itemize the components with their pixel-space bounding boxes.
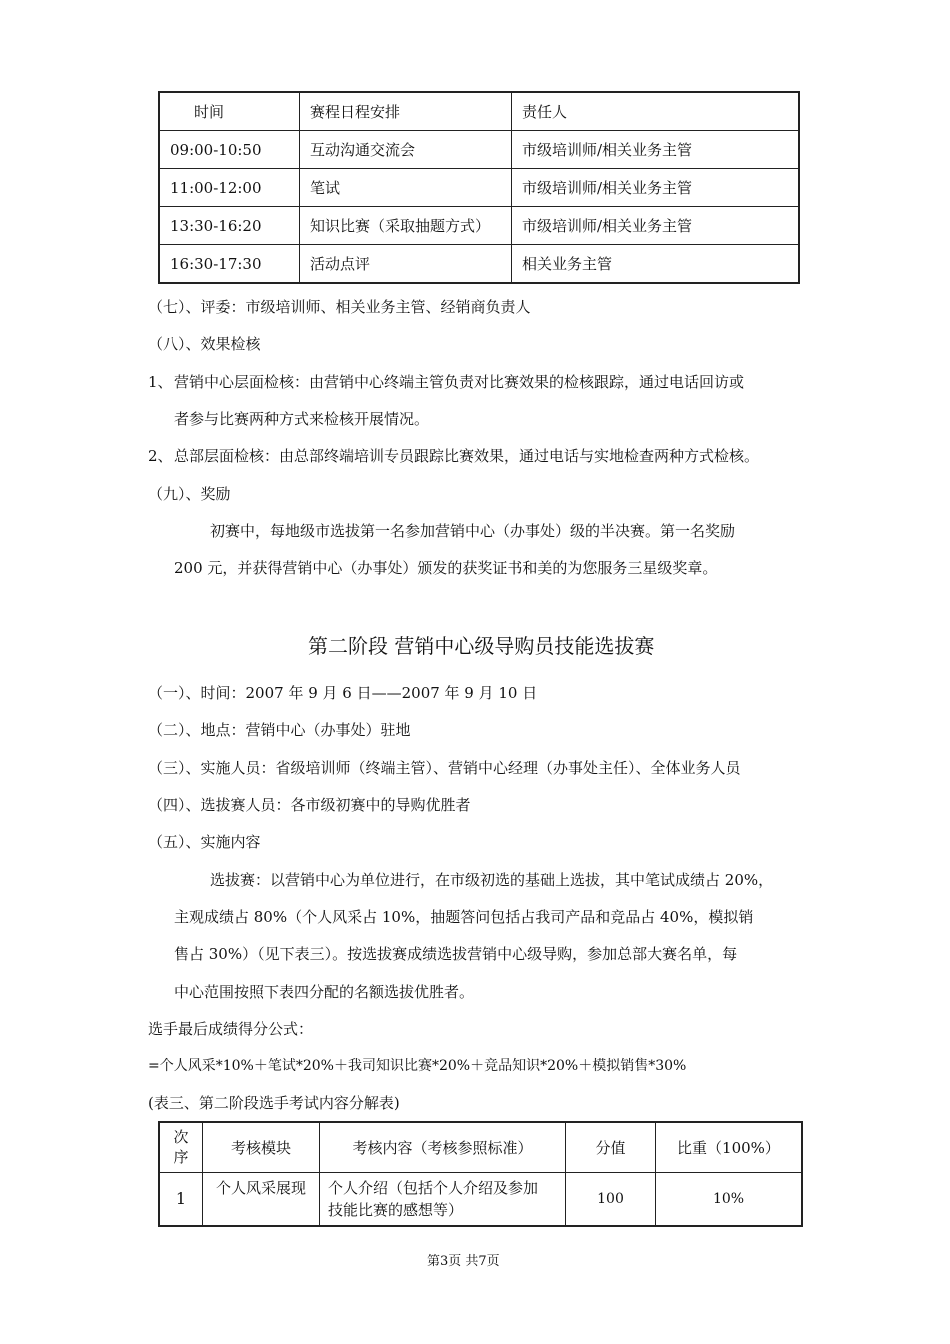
table-cell: 1	[159, 1172, 203, 1226]
section-8-heading: （八）、效果检核	[148, 335, 261, 353]
table-cell: 市级培训师/相关业务主管	[512, 131, 800, 169]
stage-2-location: （二）、地点：营销中心（办事处）驻地	[148, 721, 411, 739]
list-item-text-continued: 者参与比赛两种方式来检核开展情况。	[174, 410, 430, 428]
table-cell: 市级培训师/相关业务主管	[512, 169, 800, 207]
table-cell: 个人风采展现	[203, 1172, 320, 1226]
stage-2-content-heading: （五）、实施内容	[148, 833, 261, 851]
section-9-heading: （九）、奖励	[148, 485, 231, 503]
table-cell: 互动沟通交流会	[300, 131, 512, 169]
table-cell: 11:00-12:00	[159, 169, 300, 207]
header-cell: 次 序	[159, 1122, 203, 1172]
reward-paragraph-line: 初赛中，每地级市选拔第一名参加营销中心（办事处）级的半决赛。第一名奖励	[210, 522, 736, 540]
table-row	[159, 169, 799, 207]
table-3-caption: (表三、第二阶段选手考试内容分解表)	[148, 1094, 400, 1112]
header-cell: 赛程日程安排	[300, 92, 512, 131]
table-cell: 市级培训师/相关业务主管	[512, 207, 800, 245]
header-cell: 时间	[159, 92, 300, 131]
stage-2-title: 第二阶段 营销中心级导购员技能选拔赛	[308, 634, 655, 658]
table-cell: 知识比赛（采取抽题方式）	[300, 207, 512, 245]
table-row	[159, 245, 799, 284]
stage-2-time: （一）、时间：2007 年 9 月 6 日——2007 年 9 月 10 日	[148, 684, 538, 702]
header-cell: 分值	[566, 1122, 656, 1172]
table-row	[159, 207, 799, 245]
content-paragraph-line: 主观成绩占 80%（个人风采占 10%，抽题答问包括占我司产品和竞品占 40%，模拟销	[174, 908, 754, 926]
header-cell: 考核模块	[203, 1122, 320, 1172]
reward-paragraph-line: 200 元，并获得营销中心（办事处）颁发的获奖证书和美的为您服务三星级奖章。	[174, 559, 718, 577]
table-cell: 相关业务主管	[512, 245, 800, 284]
table-cell: 16:30-17:30	[159, 245, 300, 284]
table-cell: 100	[566, 1172, 656, 1226]
table-cell: 笔试	[300, 169, 512, 207]
header-cell: 责任人	[512, 92, 800, 131]
list-item-number: 1、	[148, 373, 173, 391]
table-row	[159, 131, 799, 169]
content-paragraph-line: 选拔赛：以营销中心为单位进行，在市级初选的基础上选拔，其中笔试成绩占 20%，	[210, 871, 774, 889]
page-footer: 第3页 共7页	[427, 1254, 500, 1269]
table-header-row	[159, 1122, 802, 1172]
header-cell: 比重（100%）	[656, 1122, 803, 1172]
schedule-table	[158, 91, 800, 284]
table-cell: 10%	[656, 1172, 803, 1226]
table-cell: 09:00-10:50	[159, 131, 300, 169]
header-cell: 考核内容（考核参照标准）	[320, 1122, 566, 1172]
content-paragraph-line: 售占 30%）（见下表三）。按选拔赛成绩选拔营销中心级导购，参加总部大赛名单，每	[174, 945, 738, 963]
table-cell: 个人介绍（包括个人介绍及参加 技能比赛的感想等）	[320, 1172, 566, 1226]
stage-2-staff: （三）、实施人员：省级培训师（终端主管）、营销中心经理（办事处主任）、全体业务人员	[148, 759, 741, 777]
section-7-judges: （七）、评委：市级培训师、相关业务主管、经销商负责人	[148, 298, 531, 316]
table-cell: 13:30-16:20	[159, 207, 300, 245]
list-item-number: 2、	[148, 447, 173, 465]
list-item-text: 营销中心层面检核：由营销中心终端主管负责对比赛效果的检核跟踪，通过电话回访或	[174, 373, 745, 391]
formula-label: 选手最后成绩得分公式：	[148, 1020, 314, 1038]
stage-2-participants: （四）、选拔赛人员：各市级初赛中的导购优胜者	[148, 796, 471, 814]
table-header-row	[159, 92, 799, 131]
score-formula: =个人风采*10%＋笔试*20%＋我司知识比赛*20%＋竞品知识*20%＋模拟销售*30%	[148, 1058, 687, 1074]
table-3	[158, 1121, 803, 1227]
list-item-text: 总部层面检核：由总部终端培训专员跟踪比赛效果，通过电话与实地检查两种方式检核。	[174, 447, 760, 465]
table-cell: 活动点评	[300, 245, 512, 284]
table-row	[159, 1172, 802, 1226]
content-paragraph-line: 中心范围按照下表四分配的名额选拔优胜者。	[174, 983, 475, 1001]
